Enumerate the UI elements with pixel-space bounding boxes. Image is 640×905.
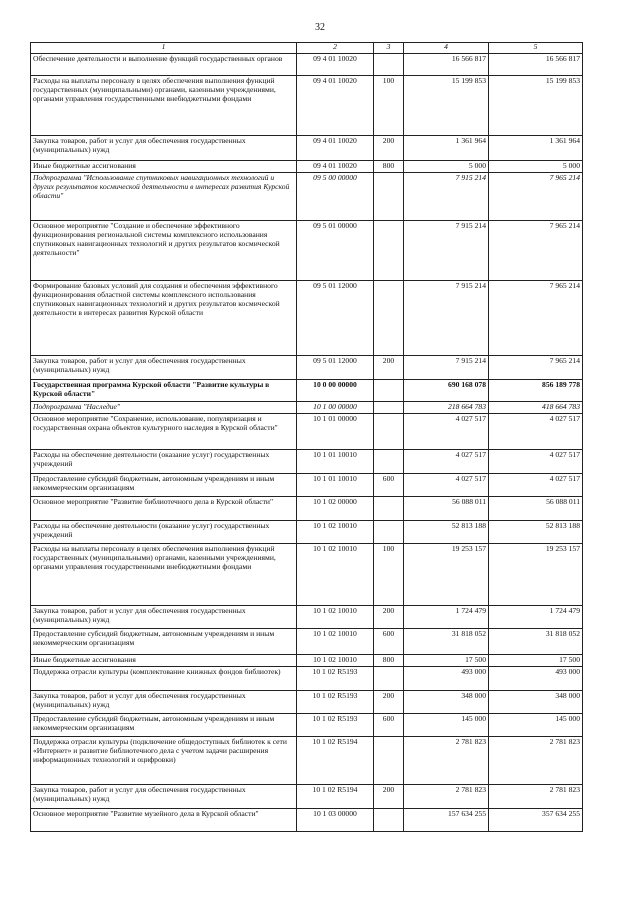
amount-year2-cell: 52 813 188 — [489, 520, 583, 543]
row-name-cell: Предоставление субсидий бюджетным, автономным учреждениям и иным некоммерческим организациям — [31, 473, 297, 496]
target-code-cell: 10 1 01 10010 — [297, 473, 374, 496]
row-name-cell: Государственная программа Курской области "Развитие культуры в Курской области" — [31, 379, 297, 401]
row-name-cell: Поддержка отрасли культуры (подключение общедоступных библиотек к сети «Интернет» и развитие библиотечного дела с учетом задачи расширения информационных технологий и оцифровки) — [31, 736, 297, 784]
expense-type-cell — [374, 736, 404, 784]
column-number-2: 2 — [297, 43, 374, 54]
expense-type-cell — [374, 280, 404, 355]
target-code-cell: 10 1 02 10010 — [297, 628, 374, 654]
row-name-cell: Основное мероприятие "Развитие музейного дела в Курской области" — [31, 808, 297, 831]
expense-type-cell — [374, 666, 404, 690]
amount-year2-cell: 1 361 964 — [489, 136, 583, 161]
expense-type-cell — [374, 520, 404, 543]
amount-year1-cell: 56 088 011 — [404, 496, 489, 520]
expense-type-cell: 200 — [374, 784, 404, 808]
target-code-cell: 09 5 01 12000 — [297, 280, 374, 355]
column-number-1: 1 — [31, 43, 297, 54]
target-code-cell: 10 1 02 00000 — [297, 496, 374, 520]
page-number: 32 — [315, 22, 325, 33]
expense-type-cell — [374, 496, 404, 520]
amount-year1-cell: 4 027 517 — [404, 449, 489, 473]
expense-type-cell — [374, 413, 404, 449]
table-row — [31, 54, 583, 76]
expense-type-cell — [374, 220, 404, 280]
amount-year1-cell: 5 000 — [404, 161, 489, 173]
row-name-cell: Закупка товаров, работ и услуг для обеспечения государственных (муниципальных) нужд — [31, 136, 297, 161]
target-code-cell: 10 1 01 10010 — [297, 449, 374, 473]
amount-year1-cell: 17 500 — [404, 654, 489, 666]
amount-year1-cell: 1 361 964 — [404, 136, 489, 161]
amount-year1-cell: 7 915 214 — [404, 220, 489, 280]
table-row — [31, 666, 583, 690]
expense-type-cell — [374, 401, 404, 413]
target-code-cell: 10 1 02 10010 — [297, 543, 374, 605]
table-row — [31, 808, 583, 831]
table-row — [31, 220, 583, 280]
amount-year1-cell: 15 199 853 — [404, 76, 489, 136]
amount-year2-cell: 4 027 517 — [489, 413, 583, 449]
table-row — [31, 628, 583, 654]
row-name-cell: Предоставление субсидий бюджетным, автономным учреждениям и иным некоммерческим организациям — [31, 628, 297, 654]
column-number-5: 5 — [489, 43, 583, 54]
row-name-cell: Расходы на выплаты персоналу в целях обеспечения выполнения функций государственных (муниципальными) органами, казенными учреждениями, органами управления государственными внебюджетными фондами — [31, 543, 297, 605]
row-name-cell: Подпрограмма "Наследие" — [31, 401, 297, 413]
target-code-cell: 09 5 01 12000 — [297, 355, 374, 379]
expense-type-cell: 800 — [374, 161, 404, 173]
amount-year2-cell: 348 000 — [489, 690, 583, 713]
target-code-cell: 10 1 02 R5194 — [297, 784, 374, 808]
amount-year1-cell: 31 818 052 — [404, 628, 489, 654]
expense-type-cell — [374, 54, 404, 76]
table-row — [31, 355, 583, 379]
amount-year2-cell: 1 724 479 — [489, 605, 583, 628]
table-row — [31, 401, 583, 413]
row-name-cell: Иные бюджетные ассигнования — [31, 161, 297, 173]
target-code-cell: 09 4 01 10020 — [297, 54, 374, 76]
expense-type-cell: 200 — [374, 690, 404, 713]
amount-year1-cell: 19 253 157 — [404, 543, 489, 605]
target-code-cell: 10 1 01 00000 — [297, 413, 374, 449]
expense-type-cell: 600 — [374, 628, 404, 654]
budget-table — [30, 42, 583, 832]
amount-year1-cell: 145 000 — [404, 713, 489, 736]
expense-type-cell — [374, 172, 404, 220]
target-code-cell: 10 1 02 R5193 — [297, 666, 374, 690]
amount-year2-cell: 2 781 823 — [489, 784, 583, 808]
target-code-cell: 10 1 02 R5194 — [297, 736, 374, 784]
amount-year1-cell: 7 915 214 — [404, 355, 489, 379]
target-code-cell: 10 1 02 10010 — [297, 520, 374, 543]
table-row — [31, 172, 583, 220]
amount-year1-cell: 2 781 823 — [404, 736, 489, 784]
row-name-cell: Обеспечение деятельности и выполнение функций государственных органов — [31, 54, 297, 76]
expense-type-cell: 200 — [374, 136, 404, 161]
amount-year1-cell: 7 915 214 — [404, 172, 489, 220]
amount-year2-cell: 4 027 517 — [489, 473, 583, 496]
expense-type-cell: 200 — [374, 355, 404, 379]
table-row — [31, 76, 583, 136]
table-row — [31, 473, 583, 496]
target-code-cell: 09 4 01 10020 — [297, 161, 374, 173]
amount-year2-cell: 19 253 157 — [489, 543, 583, 605]
expense-type-cell: 600 — [374, 713, 404, 736]
expense-type-cell — [374, 808, 404, 831]
amount-year2-cell: 7 965 214 — [489, 355, 583, 379]
amount-year2-cell: 856 189 778 — [489, 379, 583, 401]
expense-type-cell: 100 — [374, 76, 404, 136]
amount-year2-cell: 7 965 214 — [489, 172, 583, 220]
table-row — [31, 449, 583, 473]
amount-year1-cell: 52 813 188 — [404, 520, 489, 543]
row-name-cell: Закупка товаров, работ и услуг для обеспечения государственных (муниципальных) нужд — [31, 690, 297, 713]
table-row — [31, 736, 583, 784]
row-name-cell: Подпрограмма "Использование спутниковых навигационных технологий и других результатов космической деятельности в интересах развития Курской области" — [31, 172, 297, 220]
expense-type-cell: 800 — [374, 654, 404, 666]
target-code-cell: 09 5 00 00000 — [297, 172, 374, 220]
amount-year1-cell: 690 168 078 — [404, 379, 489, 401]
table-row — [31, 379, 583, 401]
column-number-3: 3 — [374, 43, 404, 54]
row-name-cell: Закупка товаров, работ и услуг для обеспечения государственных (муниципальных) нужд — [31, 605, 297, 628]
amount-year1-cell: 4 027 517 — [404, 473, 489, 496]
amount-year1-cell: 493 000 — [404, 666, 489, 690]
amount-year1-cell: 7 915 214 — [404, 280, 489, 355]
target-code-cell: 10 1 00 00000 — [297, 401, 374, 413]
amount-year2-cell: 2 781 823 — [489, 736, 583, 784]
amount-year1-cell: 1 724 479 — [404, 605, 489, 628]
amount-year2-cell: 357 634 255 — [489, 808, 583, 831]
target-code-cell: 10 1 02 R5193 — [297, 690, 374, 713]
target-code-cell: 10 1 02 10010 — [297, 605, 374, 628]
table-row — [31, 543, 583, 605]
row-name-cell: Предоставление субсидий бюджетным, автономным учреждениям и иным некоммерческим организациям — [31, 713, 297, 736]
table-row — [31, 784, 583, 808]
table-row — [31, 280, 583, 355]
target-code-cell: 10 1 02 R5193 — [297, 713, 374, 736]
row-name-cell: Поддержка отрасли культуры (комплектование книжных фондов библиотек) — [31, 666, 297, 690]
row-name-cell: Расходы на обеспечение деятельности (оказание услуг) государственных учреждений — [31, 520, 297, 543]
expense-type-cell — [374, 379, 404, 401]
amount-year1-cell: 157 634 255 — [404, 808, 489, 831]
expense-type-cell: 100 — [374, 543, 404, 605]
amount-year2-cell: 15 199 853 — [489, 76, 583, 136]
table-row — [31, 654, 583, 666]
budget-table-body — [31, 54, 583, 832]
amount-year2-cell: 5 000 — [489, 161, 583, 173]
row-name-cell: Закупка товаров, работ и услуг для обеспечения государственных (муниципальных) нужд — [31, 784, 297, 808]
amount-year2-cell: 4 027 517 — [489, 449, 583, 473]
row-name-cell: Основное мероприятие "Развитие библиотечного дела в Курской области" — [31, 496, 297, 520]
amount-year2-cell: 16 566 817 — [489, 54, 583, 76]
target-code-cell: 09 5 01 00000 — [297, 220, 374, 280]
amount-year1-cell: 348 000 — [404, 690, 489, 713]
table-row — [31, 413, 583, 449]
table-row — [31, 496, 583, 520]
amount-year2-cell: 17 500 — [489, 654, 583, 666]
amount-year1-cell: 4 027 517 — [404, 413, 489, 449]
target-code-cell: 10 0 00 00000 — [297, 379, 374, 401]
row-name-cell: Расходы на выплаты персоналу в целях обеспечения выполнения функций государственных (муниципальными) органами, казенными учреждениями, органами управления государственными внебюджетными фондами — [31, 76, 297, 136]
amount-year2-cell: 7 965 214 — [489, 280, 583, 355]
row-name-cell: Расходы на обеспечение деятельности (оказание услуг) государственных учреждений — [31, 449, 297, 473]
amount-year1-cell: 2 781 823 — [404, 784, 489, 808]
row-name-cell: Иные бюджетные ассигнования — [31, 654, 297, 666]
table-row — [31, 690, 583, 713]
amount-year2-cell: 56 088 011 — [489, 496, 583, 520]
row-name-cell: Основное мероприятие "Сохранение, использование, популяризация и государственная охрана объектов культурного наследия в Курской области" — [31, 413, 297, 449]
amount-year1-cell: 218 664 783 — [404, 401, 489, 413]
row-name-cell: Формирование базовых условий для создания и обеспечения эффективного функционирования областной системы комплексного использования спутниковых навигационных технологий и других результатов космической деятельности в интересах развития Курской области — [31, 280, 297, 355]
target-code-cell: 09 4 01 10020 — [297, 136, 374, 161]
column-number-4: 4 — [404, 43, 489, 54]
target-code-cell: 10 1 03 00000 — [297, 808, 374, 831]
table-row — [31, 161, 583, 173]
amount-year2-cell: 7 965 214 — [489, 220, 583, 280]
expense-type-cell: 200 — [374, 605, 404, 628]
expense-type-cell: 600 — [374, 473, 404, 496]
row-name-cell: Основное мероприятие "Создание и обеспечение эффективного функционирования региональной системы комплексного использования спутниковых навигационных технологий и других результатов космической деятельности" — [31, 220, 297, 280]
amount-year2-cell: 31 818 052 — [489, 628, 583, 654]
amount-year2-cell: 493 000 — [489, 666, 583, 690]
table-row — [31, 605, 583, 628]
table-row — [31, 713, 583, 736]
amount-year2-cell: 418 664 783 — [489, 401, 583, 413]
amount-year1-cell: 16 566 817 — [404, 54, 489, 76]
target-code-cell: 09 4 01 10020 — [297, 76, 374, 136]
amount-year2-cell: 145 000 — [489, 713, 583, 736]
column-number-row — [31, 43, 583, 54]
target-code-cell: 10 1 02 10010 — [297, 654, 374, 666]
table-row — [31, 136, 583, 161]
expense-type-cell — [374, 449, 404, 473]
table-row — [31, 520, 583, 543]
row-name-cell: Закупка товаров, работ и услуг для обеспечения государственных (муниципальных) нужд — [31, 355, 297, 379]
